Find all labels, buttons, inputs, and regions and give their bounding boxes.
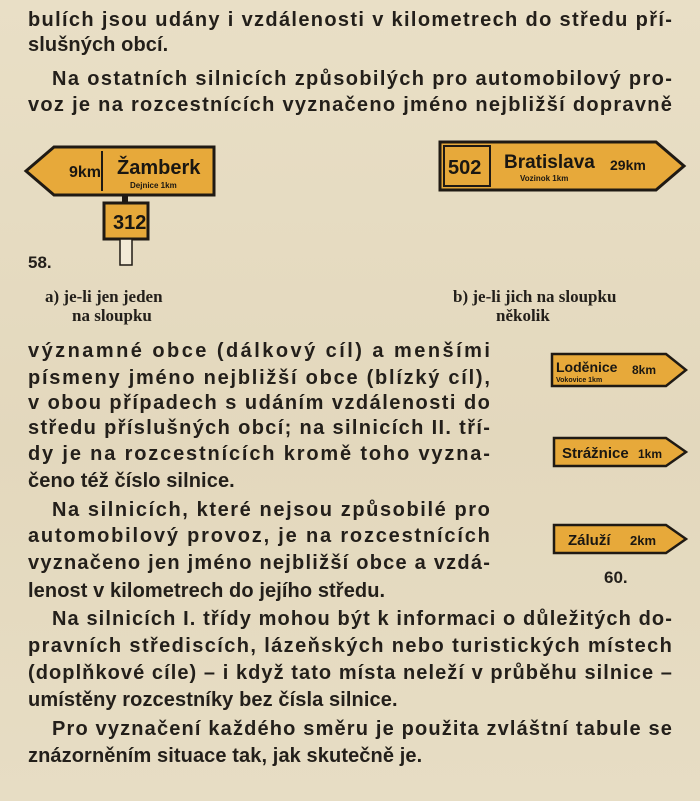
village-sign-1: [550, 352, 690, 388]
direction-sign-right: [438, 138, 688, 194]
sign-town: Žamberk: [117, 157, 201, 179]
sign-distance: 1km: [638, 447, 663, 461]
sign-subtown: Vozinok 1km: [520, 174, 569, 183]
text-line: slušných obcí.: [28, 34, 169, 56]
text-line: umístěny rozcestníky bez čísla silnice.: [28, 689, 398, 711]
text-line: středu příslušných obcí; na silnicích II. tří-: [28, 417, 492, 439]
sign-distance: 8km: [632, 363, 657, 377]
text-line: (doplňkové cíle) – i když tato místa neleží v průběhu silnice –: [28, 662, 673, 684]
text-line: v obou případech s udáním vzdálenosti do: [28, 392, 492, 414]
post-base: [120, 239, 132, 265]
caption-b: b) je-li jich na sloupku: [453, 287, 617, 306]
caption-b-line2: několik: [496, 306, 550, 325]
text-line: čeno též číslo silnice.: [28, 470, 235, 492]
text-line: Pro vyznačení každého směru je použita zvláštní tabule se: [52, 718, 674, 740]
sign-subtown: Vokovice 1km: [556, 377, 603, 384]
sign-town: Záluží: [568, 532, 611, 549]
text-line: automobilový provoz, je na rozcestnících: [28, 525, 492, 547]
text-line: voz je na rozcestnících vyznačeno jméno nejbližší dopravně: [28, 94, 674, 116]
sign-distance: 29km: [610, 157, 646, 173]
text-line: písmeny jméno nejbližší obce (blízký cíl),: [28, 367, 492, 389]
signpost-single: [24, 145, 224, 270]
caption-a: a) je-li jen jeden: [45, 287, 163, 306]
text-line: vyznačeno jen jméno nejbližší obce a vzdá-: [28, 552, 492, 574]
village-sign-3: [552, 523, 690, 555]
sign-town: Bratislava: [504, 152, 595, 173]
caption-a-line2: na sloupku: [72, 306, 152, 325]
text-line: Na ostatních silnicích způsobilých pro automobilový pro-: [52, 68, 674, 90]
text-line: dy je na rozcestnících kromě toho vyzna-: [28, 443, 492, 465]
sign-distance: 9km: [69, 164, 102, 181]
text-line: významné obce (dálkový cíl) a menšími: [28, 340, 493, 362]
text-line: znázorněním situace tak, jak skutečně je.: [28, 745, 423, 767]
road-number: 312: [113, 212, 147, 234]
text-line: lenost v kilometrech do jejího středu.: [28, 580, 386, 602]
text-line: Na silnicích, které nejsou způsobilé pro: [52, 499, 492, 521]
text-line: Na silnicích I. třídy mohou být k informaci o důležitých do-: [52, 608, 674, 630]
sign-town: Loděnice: [556, 359, 618, 375]
village-sign-2: [552, 436, 690, 468]
figure-number: 60.: [604, 568, 628, 587]
text-line: bulích jsou udány i vzdálenosti v kilometrech do středu pří-: [28, 9, 674, 31]
text-line: pravních střediscích, lázeňských nebo turistických místech: [28, 635, 674, 657]
figure-number: 58.: [28, 253, 52, 272]
sign-distance: 2km: [630, 533, 657, 548]
road-number: 502: [448, 157, 482, 179]
sign-subtown: Dejnice 1km: [130, 181, 177, 190]
sign-town: Strážnice: [562, 445, 629, 462]
